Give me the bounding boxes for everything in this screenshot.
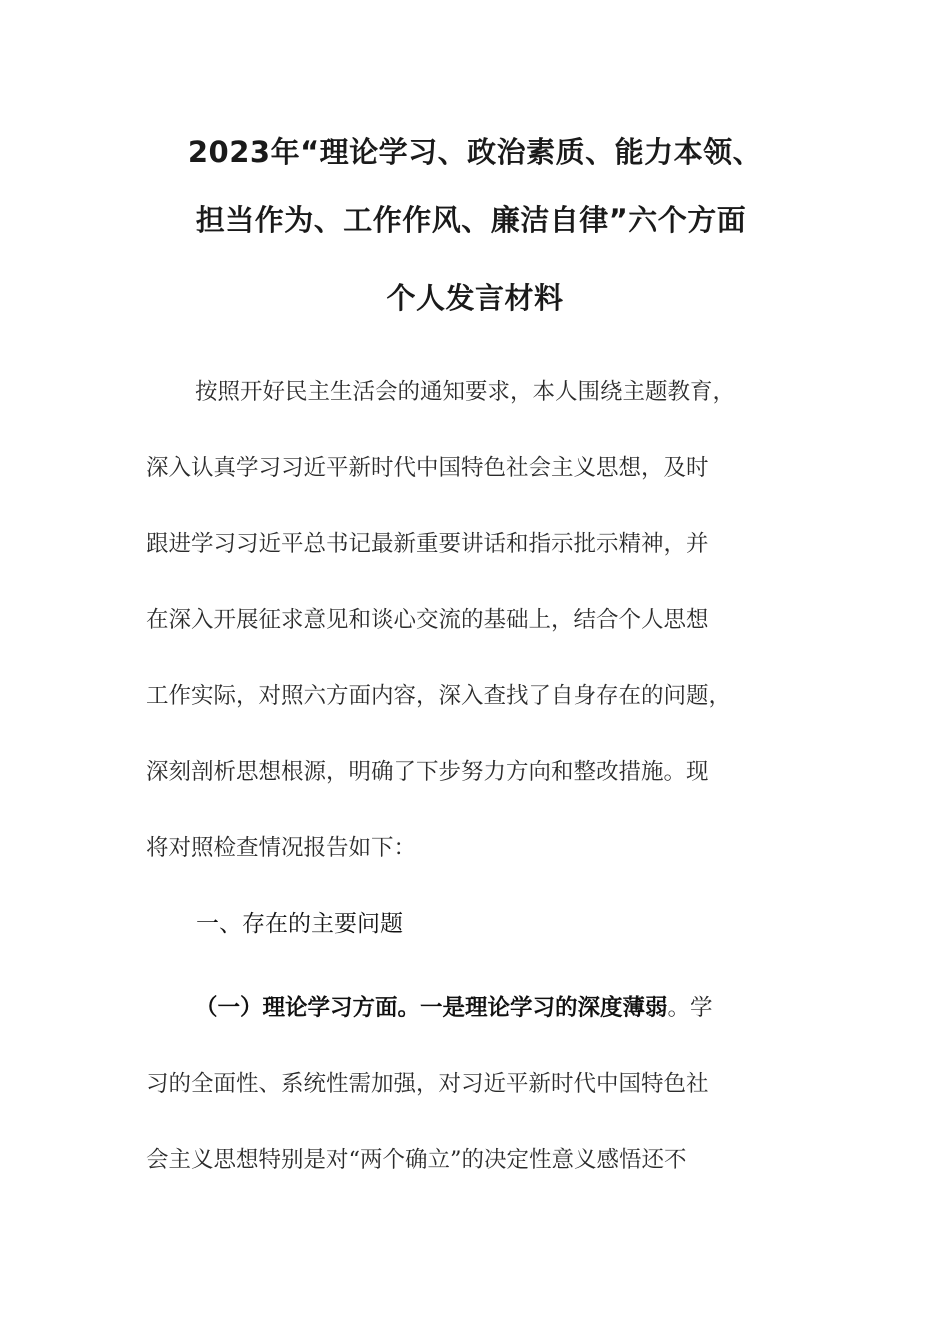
subsection-paragraph	[146, 970, 806, 1198]
section-heading: 一、存在的主要问题	[196, 911, 403, 937]
subsection-label: （一）理论学习方面。	[195, 995, 421, 1021]
document-title-line-1: 2023年“理论学习、政治素质、能力本领、	[187, 135, 763, 169]
intro-line: 深刻剖析思想根源，明确了下步努力方向和整改措施。现	[146, 759, 709, 785]
intro-line: 跟进学习习近平总书记最新重要讲话和指示批示精神，并	[146, 531, 709, 557]
subsection-first-line	[146, 970, 806, 1046]
subsection-line: 习的全面性、系统性需加强，对习近平新时代中国特色社	[146, 1071, 709, 1097]
document-title-line-2: 担当作为、工作作风、廉洁自律”六个方面	[195, 203, 747, 237]
document-title-line-3: 个人发言材料	[386, 281, 564, 315]
intro-line: 在深入开展征求意见和谈心交流的基础上，结合个人思想	[146, 607, 709, 633]
intro-line: 深入认真学习习近平新时代中国特色社会主义思想，及时	[146, 455, 709, 481]
intro-paragraph	[146, 354, 806, 886]
intro-line: 按照开好民主生活会的通知要求，本人围绕主题教育，	[195, 379, 736, 405]
intro-line: 工作实际，对照六方面内容，深入查找了自身存在的问题，	[146, 683, 732, 709]
subsection-point: 一是理论学习的深度薄弱	[420, 995, 668, 1021]
subsection-line: 会主义思想特别是对“两个确立”的决定性意义感悟还不	[146, 1147, 687, 1173]
intro-line: 将对照检查情况报告如下：	[146, 835, 417, 861]
subsection-first-line-rest: 。学	[667, 995, 713, 1021]
